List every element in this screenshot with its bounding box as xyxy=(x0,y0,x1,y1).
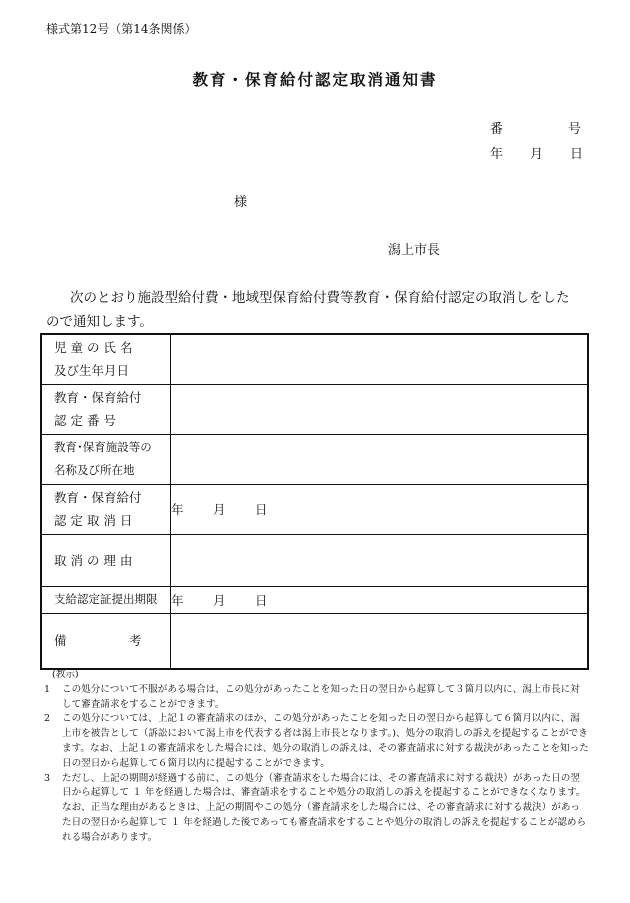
note-text: この処分について不服がある場合は、この処分があったことを知った日の翌日から起算して３箇月以内に、潟上市長に対して審査請求をすることができます。 xyxy=(62,683,580,710)
value-remarks[interactable] xyxy=(171,613,589,669)
label-line-2: 及び生年月日 xyxy=(54,363,130,379)
label-deadline xyxy=(41,586,171,613)
label-line-1: 教育・保育給付 xyxy=(54,390,142,405)
note-number: 2 xyxy=(44,713,51,725)
table-row-child-name xyxy=(41,334,588,384)
value-facility[interactable] xyxy=(171,434,589,484)
table-row-cert-number xyxy=(41,384,588,434)
table-row-cancel-date xyxy=(41,484,588,534)
recipient-suffix: 様 xyxy=(234,195,248,210)
notes-heading: (教示) xyxy=(52,669,79,680)
label-line-1: 児 童 の 氏 名 xyxy=(54,340,133,356)
date-day: 日 xyxy=(255,592,268,608)
body-line-1: 次のとおり施設型給付費・地域型保育給付費等教育・保育給付認定の取消しをした xyxy=(70,290,570,306)
date-day-label: 日 xyxy=(570,147,584,162)
document-title: 教育・保育給付認定取消通知書 xyxy=(192,70,438,89)
label-remarks xyxy=(41,613,171,669)
note-text: この処分については、上記１の審査請求のほか、この処分があったことを知った日の翌日から起算して６箇月以内に、潟上市を被告として（訴訟において潟上市を代表する者は潟上市長となります。)、処分の取消しの訴えを提起することができます。なお、上記１の審査請求をした場合には、処分の取消しの訴えは、その審査請求に対する裁決があったことを知った日の翌日から起算して６箇月以内に提起することができます。 xyxy=(62,713,589,769)
table-row-facility xyxy=(41,434,588,484)
label-line-1: 備 考 xyxy=(54,633,142,649)
date-day: 日 xyxy=(255,502,268,517)
info-table xyxy=(40,333,589,670)
label-cert-number xyxy=(41,384,171,434)
value-reason[interactable] xyxy=(171,534,589,586)
number-label-left: 番 xyxy=(490,122,504,137)
label-line-2: 名称及び所在地 xyxy=(54,463,135,477)
label-facility xyxy=(41,434,171,484)
label-cancel-date xyxy=(41,484,171,534)
body-paragraph xyxy=(46,286,586,334)
note-item xyxy=(44,772,589,846)
label-line-1: 取 消 の 理 由 xyxy=(54,552,133,568)
value-cert-number[interactable] xyxy=(171,384,589,434)
label-line-2: 認 定 取 消 日 xyxy=(54,513,133,528)
number-label-right: 号 xyxy=(568,122,582,137)
note-number: 1 xyxy=(44,683,51,695)
label-line-1: 支給認定証提出期限 xyxy=(54,592,158,606)
note-text: ただし、上記の期間が経過する前に、この処分（審査請求をした場合には、その審査請求に対する裁決）があった日の翌日から起算して １ 年を経過した場合は、審査請求をすることや処分の取消しの訴えを提起することができなくなります。なお、正当な理由があるときは、上記の期間やこの処分（審査請求をした場合には、その審査請求に対する裁決）があった日の翌日から起算して １ 年を経過した後であっても審査請求をすることや処分の取消しの訴えを提起することが認められる場合があります。 xyxy=(62,772,587,843)
note-item xyxy=(44,712,589,771)
table-row-reason xyxy=(41,534,588,586)
label-child-name xyxy=(41,334,171,384)
table-row-deadline xyxy=(41,586,588,613)
note-number: 3 xyxy=(44,772,51,784)
label-reason xyxy=(41,534,171,586)
date-month: 月 xyxy=(213,502,226,517)
body-line-2: ので通知します。 xyxy=(46,314,153,330)
date-month-label: 月 xyxy=(530,147,544,162)
label-line-1: 教育・保育給付 xyxy=(54,490,142,505)
form-number: 様式第12号（第14条関係） xyxy=(46,22,197,36)
date-year: 年 xyxy=(171,502,184,517)
value-child-name[interactable] xyxy=(171,334,589,384)
table-row-remarks xyxy=(41,613,588,669)
value-cancel-date[interactable] xyxy=(171,484,589,534)
issuer-name: 潟上市長 xyxy=(388,243,441,258)
label-line-2: 認 定 番 号 xyxy=(54,413,116,428)
date-year-label: 年 xyxy=(490,147,504,162)
label-line-1: 教育･保育施設等の xyxy=(54,440,152,454)
value-deadline[interactable] xyxy=(171,586,589,613)
note-item xyxy=(44,683,589,713)
instruction-notes xyxy=(44,668,589,846)
date-month: 月 xyxy=(213,592,226,608)
date-year: 年 xyxy=(171,592,184,608)
